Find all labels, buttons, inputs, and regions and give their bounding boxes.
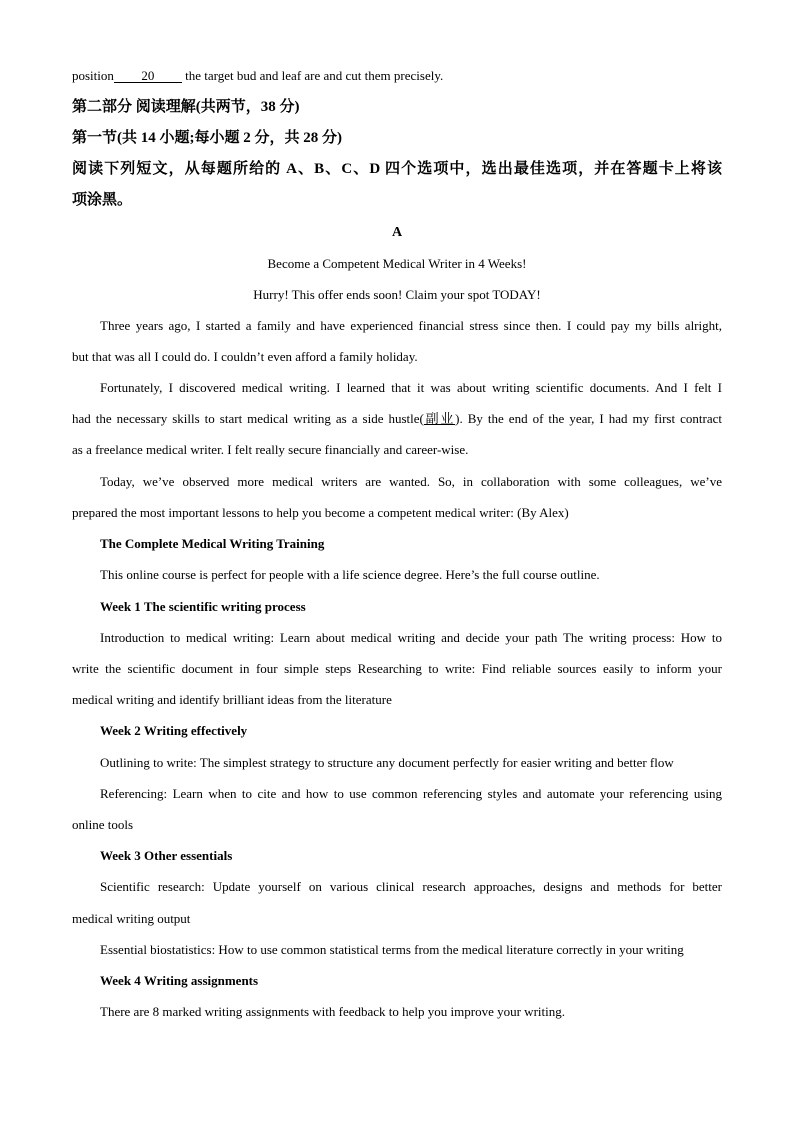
passage-subtitle: Hurry! This offer ends soon! Claim your spot TODAY! <box>253 287 541 302</box>
paragraph-1-line-1: Three years ago, I started a family and have experienced financial stress since then. I could pay my bills alright, <box>100 318 722 333</box>
week-2-line-2: Referencing: Learn when to cite and how to use common referencing styles and automate your referencing using <box>100 786 722 801</box>
gloss-term: 副业 <box>423 411 456 426</box>
suffix-text: the target bud and leaf are and cut them precisely. <box>181 68 444 83</box>
week-1-line-3: medical writing and identify brilliant ideas from the literature <box>72 692 392 707</box>
passage-title: Become a Competent Medical Writer in 4 Weeks! <box>267 256 527 271</box>
paragraph-2-line-2 <box>72 411 722 427</box>
answer-blank: 20 <box>114 69 182 83</box>
instructions-line-1: 阅读下列短文，从每题所给的 A、B、C、D 四个选项中，选出最佳选项，并在答题卡上将该 <box>72 161 722 177</box>
passage-letter: A <box>391 225 403 240</box>
week-3-line-2: medical writing output <box>72 911 191 926</box>
part-heading: 第二部分 阅读理解(共两节，38 分) <box>72 99 300 115</box>
week-2-line-3: online tools <box>72 817 134 832</box>
course-intro: This online course is perfect for people with a life science degree. Here’s the full course outline. <box>100 567 600 582</box>
instructions-line-2: 项涂黑。 <box>72 192 133 208</box>
week-3-heading: Week 3 Other essentials <box>100 848 233 863</box>
section-heading: 第一节(共 14 小题;每小题 2 分，共 28 分) <box>72 130 342 146</box>
paragraph-1-line-2: but that was all I could do. I couldn’t even afford a family holiday. <box>72 349 418 364</box>
week-2-line-1: Outlining to write: The simplest strategy to structure any document perfectly for easier writing and better flow <box>100 755 674 770</box>
paragraph-2-line-3: as a freelance medical writer. I felt really secure financially and career-wise. <box>72 442 469 457</box>
paragraph-2-text-a: had the necessary skills to start medical writing as a side hustle( <box>72 411 424 426</box>
paragraph-3-line-2: prepared the most important lessons to help you become a competent medical writer: (By Alex) <box>72 505 569 520</box>
week-2-heading: Week 2 Writing effectively <box>100 723 248 738</box>
week-4-line-1: There are 8 marked writing assignments with feedback to help you improve your writing. <box>100 1004 565 1019</box>
course-heading: The Complete Medical Writing Training <box>100 536 325 551</box>
paragraph-3-line-1: Today, we’ve observed more medical writers are wanted. So, in collaboration with some colleagues, we’ve <box>100 474 722 489</box>
paragraph-2-line-1: Fortunately, I discovered medical writing. I learned that it was about writing scientific documents. And I felt I <box>100 380 722 395</box>
week-1-line-2: write the scientific document in four simple steps Researching to write: Find reliable sources easily to inform your <box>72 661 722 676</box>
week-1-heading: Week 1 The scientific writing process <box>100 599 306 614</box>
prefix-text: position <box>72 68 114 83</box>
week-1-line-1: Introduction to medical writing: Learn about medical writing and decide your path The writing process: How to <box>100 630 722 645</box>
week-3-line-3: Essential biostatistics: How to use common statistical terms from the medical literature correctly in your writing <box>100 942 684 957</box>
paragraph-2-text-b: ). By the end of the year, I had my first contract <box>455 411 722 426</box>
week-4-heading: Week 4 Writing assignments <box>100 973 259 988</box>
week-3-line-1: Scientific research: Update yourself on various clinical research approaches, designs and methods for better <box>100 879 722 894</box>
previous-question-line <box>72 68 722 84</box>
